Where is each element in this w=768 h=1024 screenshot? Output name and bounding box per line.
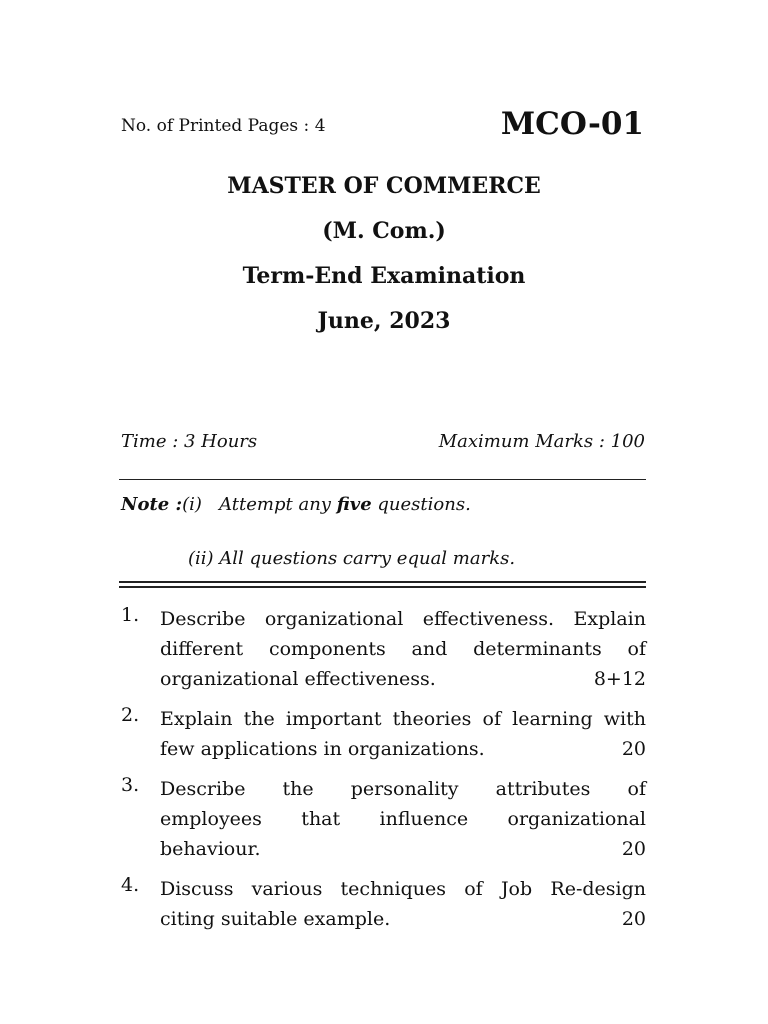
programme-title: MASTER OF COMMERCE bbox=[227, 173, 541, 199]
note-label: Note : bbox=[121, 494, 183, 515]
exam-date: June, 2023 bbox=[317, 308, 451, 334]
double-divider-top bbox=[119, 581, 646, 583]
question-line: Describe organizational effectiveness. Explain bbox=[160, 608, 646, 630]
question-line: Explain the important theories of learning with bbox=[160, 708, 646, 730]
note-i-bold: five bbox=[336, 494, 372, 515]
note-i-text-before: Attempt any bbox=[219, 494, 337, 515]
exam-title: Term-End Examination bbox=[242, 263, 526, 289]
question-line: Discuss various techniques of Job Re-design bbox=[160, 878, 646, 900]
question-line: few applications in organizations. bbox=[160, 738, 485, 760]
course-code: MCO-01 bbox=[500, 106, 644, 142]
question-2 bbox=[121, 704, 646, 764]
question-line: employees that influence organizational bbox=[160, 808, 646, 830]
question-marks: 20 bbox=[621, 908, 646, 930]
question-number: 1. bbox=[121, 604, 140, 626]
programme-abbreviation: (M. Com.) bbox=[322, 218, 446, 244]
note-i-prefix: (i) bbox=[182, 494, 202, 515]
divider-line bbox=[119, 479, 646, 480]
maximum-marks: Maximum Marks : 100 bbox=[438, 431, 645, 452]
question-line: behaviour. bbox=[160, 838, 261, 860]
question-number: 3. bbox=[121, 774, 140, 796]
question-3 bbox=[121, 774, 646, 864]
question-line: Describe the personality attributes of bbox=[160, 778, 646, 800]
question-line: citing suitable example. bbox=[160, 908, 391, 930]
question-number: 2. bbox=[121, 704, 140, 726]
question-line: organizational effectiveness. bbox=[160, 668, 436, 690]
question-marks: 20 bbox=[621, 838, 646, 860]
note-i bbox=[121, 494, 471, 515]
question-marks: 8+12 bbox=[593, 668, 646, 690]
question-4 bbox=[121, 874, 646, 934]
question-marks: 20 bbox=[621, 738, 646, 760]
time-allowed: Time : 3 Hours bbox=[121, 431, 258, 452]
note-ii: (ii) All questions carry equal marks. bbox=[188, 548, 516, 569]
double-divider-bottom bbox=[119, 586, 646, 588]
question-line: different components and determinants of bbox=[160, 638, 646, 660]
question-number: 4. bbox=[121, 874, 140, 896]
note-i-text-after: questions. bbox=[371, 494, 471, 515]
question-1 bbox=[121, 604, 646, 694]
printed-pages: No. of Printed Pages : 4 bbox=[121, 116, 326, 136]
